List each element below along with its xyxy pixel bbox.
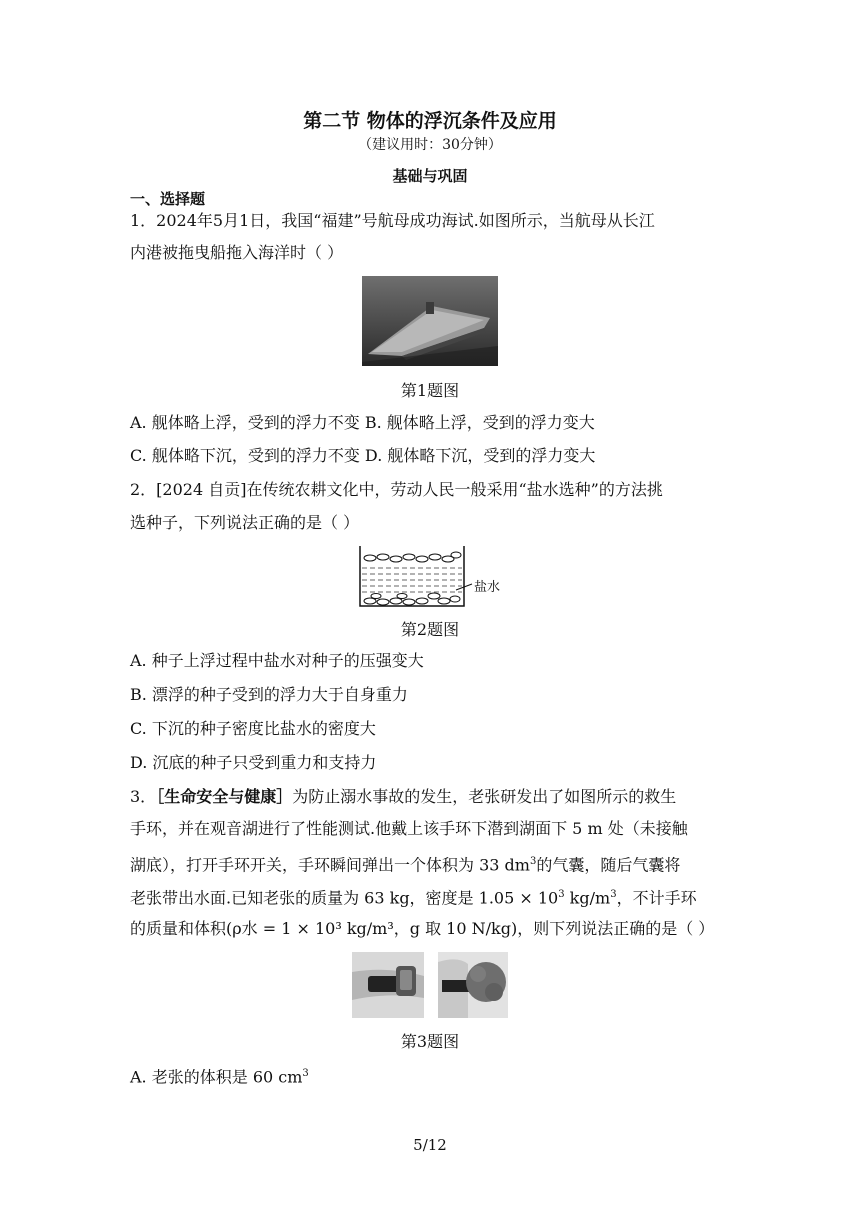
q3-option-a-sup: 3 <box>302 1068 309 1079</box>
q3-line3-sup: 3 <box>529 856 537 867</box>
q3-topic-tag: ［生命安全与健康］ <box>156 787 293 806</box>
q3-number: 3． <box>130 787 157 806</box>
q2-option-d: D. 沉底的种子只受到重力和支持力 <box>130 753 377 772</box>
q3-stem-line2: 手环，并在观音湖进行了性能测试.他戴上该手环下潜到湖面下 5 m 处（未接触 <box>130 819 688 838</box>
page-title: 第二节 物体的浮沉条件及应用 <box>303 110 557 132</box>
q3-line4-sup2: 3 <box>610 889 617 900</box>
q3-line4-unit: kg/m <box>564 888 611 908</box>
q3-stem-line1 <box>130 786 730 808</box>
q3-stem-line3 <box>130 851 730 876</box>
q3-line1-text: 为防止溺水事故的发生，老张研发出了如图所示的救生 <box>292 787 677 806</box>
q2-figure-caption: 第2题图 <box>400 620 460 639</box>
wristband-closed-photo <box>352 952 424 1018</box>
section-heading: 基础与巩固 <box>392 167 468 185</box>
q1-stem-line1: 1．2024年5月1日，我国“福建”号航母成功海试.如图所示，当航母从长江 <box>130 211 655 230</box>
q1-options-cd: C. 舰体略下沉，受到的浮力不变 D. 舰体略下沉，受到的浮力变大 <box>130 446 596 465</box>
q3-figure-caption: 第3题图 <box>400 1032 460 1051</box>
q3-option-a-text: A. 老张的体积是 60 cm <box>130 1067 303 1087</box>
q2-option-b: B. 漂浮的种子受到的浮力大于自身重力 <box>130 685 408 704</box>
q2-option-c: C. 下沉的种子密度比盐水的密度大 <box>130 719 376 738</box>
wristband-inflated-photo <box>438 952 508 1018</box>
q3-option-a <box>130 1063 730 1088</box>
q3-line4-sup: 3 <box>558 889 565 900</box>
aircraft-carrier-photo <box>362 276 498 366</box>
q3-line4-text-c: ，不计手环 <box>616 888 697 908</box>
q1-figure-caption: 第1题图 <box>400 381 460 400</box>
q3-line3-text: 湖底），打开手环开关，手环瞬间弹出一个体积为 33 dm <box>130 855 530 875</box>
q3-stem-line5: 的质量和体积(ρ水 = 1 × 10³ kg/m³，g 取 10 N/kg)，则下列说法正确的是（ ） <box>130 919 715 938</box>
q3-line3-text-b: 的气囊，随后气囊将 <box>536 855 681 875</box>
page-number: 5/12 <box>413 1136 447 1154</box>
part-heading: 一、选择题 <box>130 190 206 208</box>
q2-option-a: A. 种子上浮过程中盐水对种子的压强变大 <box>130 651 424 670</box>
q1-options-ab: A. 舰体略上浮，受到的浮力不变 B. 舰体略上浮，受到的浮力变大 <box>130 413 595 432</box>
q3-line4-text: 老张带出水面.已知老张的质量为 63 kg，密度是 1.05 × 10 <box>130 888 559 908</box>
time-suggestion: （建议用时：30分钟） <box>358 137 502 153</box>
salt-water-label: 盐水 <box>474 580 501 595</box>
q1-stem-line2: 内港被拖曳船拖入海洋时（ ） <box>130 243 344 262</box>
q3-stem-line4 <box>130 884 730 909</box>
q2-stem-line1: 2．[2024 自贡]在传统农耕文化中，劳动人民一般采用“盐水选种”的方法挑 <box>130 480 663 499</box>
q2-stem-line2: 选种子，下列说法正确的是（ ） <box>130 513 360 532</box>
